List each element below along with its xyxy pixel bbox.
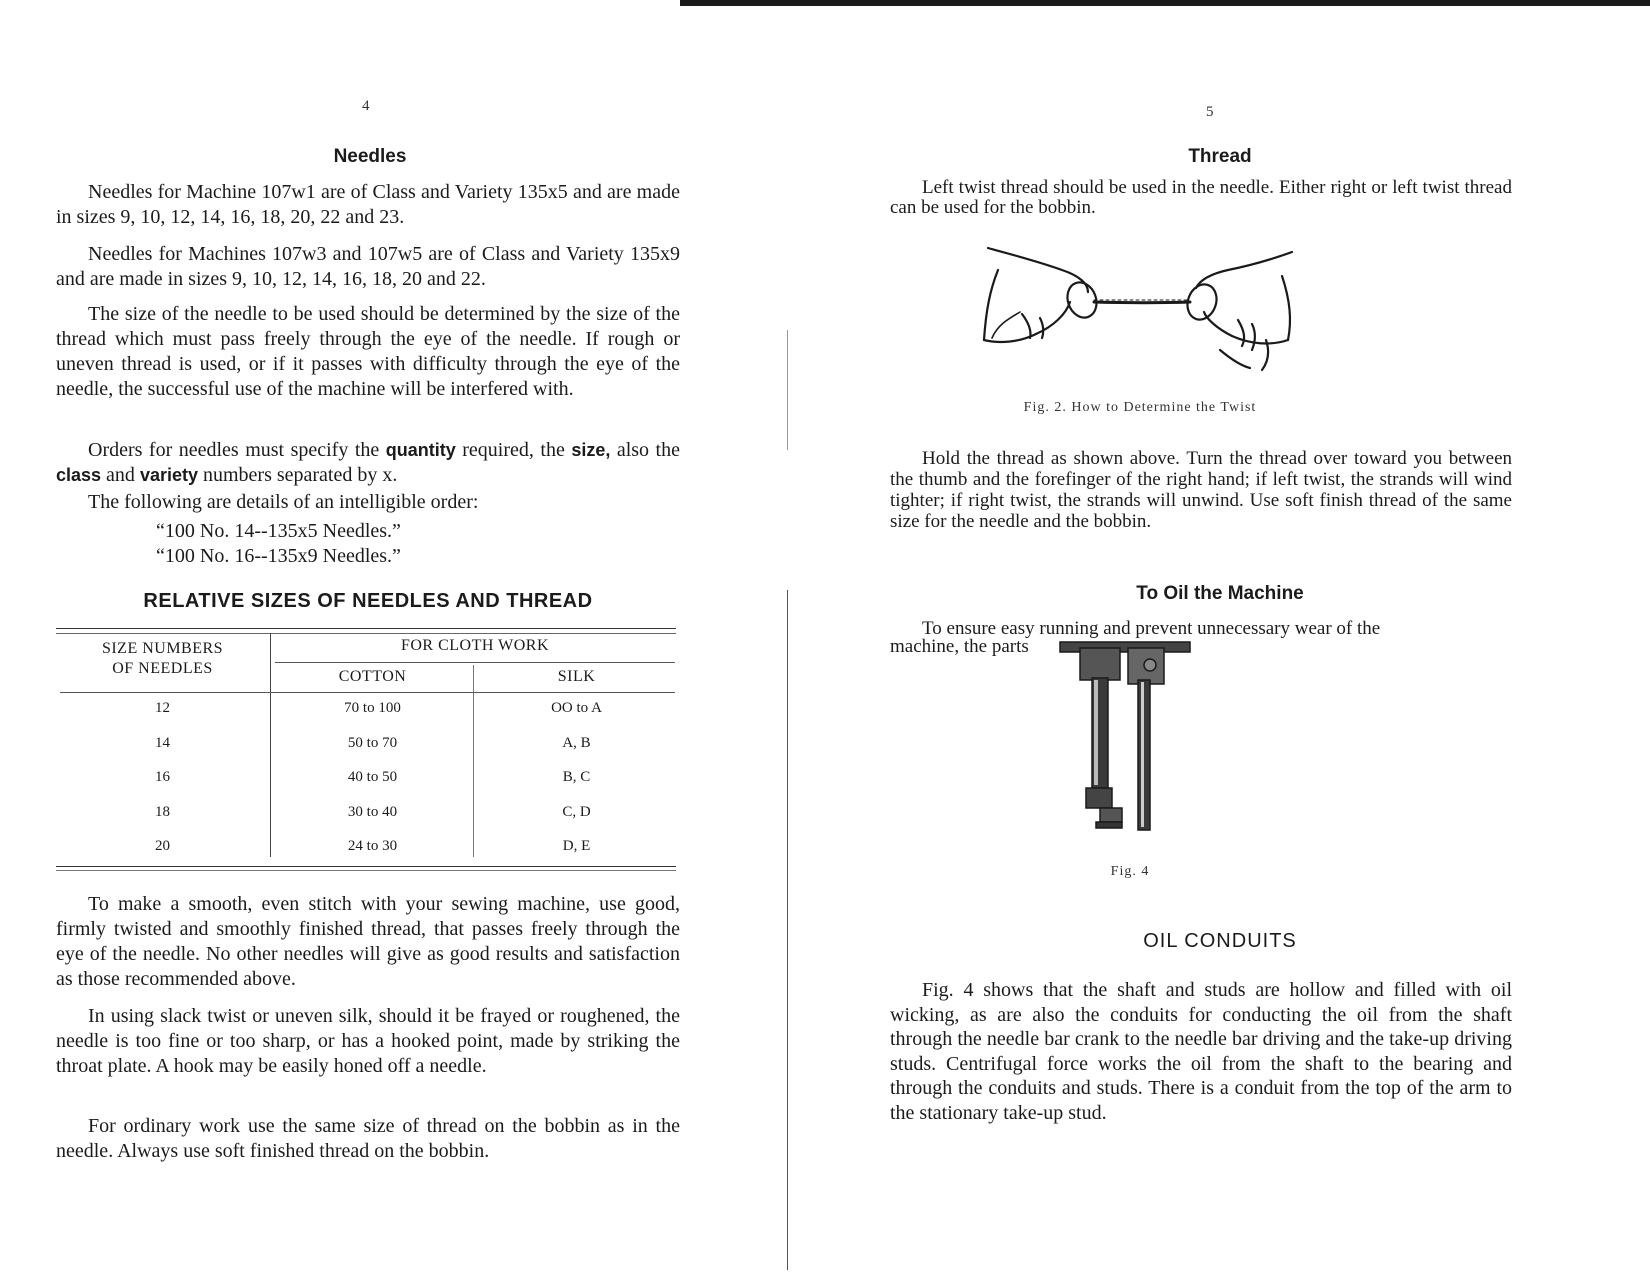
left-page	[0, 0, 790, 1275]
table-cell-size: 20	[155, 838, 170, 854]
table-rule	[275, 662, 675, 663]
paragraph: Hold the thread as shown above. Turn the thread over toward you between the thumb and the forefinger of the right hand; if left twist, the strands will wind tighter; if right twist, the strands will unwind. Use soft finish thread of the same size for the needle and the bobbin.	[890, 448, 1512, 532]
paragraph-line: machine, the parts	[890, 636, 1029, 657]
table-cell-size: 16	[155, 769, 170, 785]
table-cell-cotton: 40 to 50	[347, 769, 398, 785]
paragraph: Left twist thread should be used in the needle. Either right or left twist thread can be used for the bobbin.	[890, 177, 1512, 218]
table-cell-silk: A, B	[562, 734, 591, 751]
table-cell-size: 12	[155, 700, 170, 716]
order-example: “100 No. 16--135x9 Needles.”	[156, 545, 401, 567]
paragraph: Needles for Machine 107w1 are of Class and Variety 135x5 and are made in sizes 9, 10, 12, 14, 16, 18, 20, 22 and 23.	[56, 181, 680, 228]
order-example: “100 No. 14--135x5 Needles.”	[156, 520, 401, 542]
table-header-size: OF NEEDLES	[112, 660, 213, 677]
text-run: numbers separated by x.	[197, 464, 398, 486]
table-cell-cotton: 50 to 70	[347, 734, 398, 751]
table-cell-cotton: 24 to 30	[347, 838, 398, 854]
bold-term: quantity	[385, 440, 456, 460]
table-rule	[56, 633, 676, 634]
table-cell-size: 18	[155, 803, 170, 820]
table-cell-cotton: 70 to 100	[344, 700, 401, 716]
paragraph: In using slack twist or uneven silk, should it be frayed or roughened, the needle is too fine or too sharp, or has a hooked point, made by striking the throat plate. A hook may be easily honed off a needle.	[56, 1005, 680, 1077]
table-title: RELATIVE SIZES OF NEEDLES AND THREAD	[143, 590, 593, 612]
text-run: Orders for needles must specify the	[88, 439, 386, 461]
table-rule	[56, 866, 676, 867]
table-rule	[56, 628, 676, 629]
page-number: 4	[362, 98, 370, 114]
twist-hands-illustration	[970, 240, 1310, 390]
paragraph: The following are details of an intelligible order:	[88, 491, 479, 513]
paragraph: Needles for Machines 107w3 and 107w5 are of Class and Variety 135x9 and are made in sizes 9, 10, 12, 14, 16, 18, 20 and 22.	[56, 243, 680, 290]
figure-caption: Fig. 4	[1110, 864, 1150, 879]
page-number: 5	[1206, 104, 1214, 120]
needle-bar-mechanism-illustration	[1040, 640, 1220, 840]
paragraph: For ordinary work use the same size of thread on the bobbin as in the needle. Always use soft finished thread on the bobbin.	[56, 1115, 680, 1162]
table-column-divider	[473, 665, 474, 857]
table-cell-cotton: 30 to 40	[347, 803, 398, 820]
page-title: Thread	[1188, 146, 1252, 167]
paragraph: The size of the needle to be used should be determined by the size of the thread which must pass freely through the eye of the needle. If rough or uneven thread is used, or if it passes with difficulty through the eye of the needle, the successful use of the machine will be interfered with.	[56, 303, 680, 400]
section-title: To Oil the Machine	[1136, 583, 1304, 604]
paragraph: To make a smooth, even stitch with your sewing machine, use good, firmly twisted and smoothly finished thread, that passes freely through the eye of the needle. No other needles will give as good results and satisfaction as those recommended above.	[56, 893, 680, 990]
text-run: and	[101, 464, 140, 486]
paragraph-line: To ensure easy running and prevent unnecessary wear of the	[922, 618, 1381, 639]
paragraph	[56, 438, 680, 488]
table-header-cotton: COTTON	[338, 668, 407, 685]
bold-term: size,	[571, 440, 611, 460]
right-page	[790, 0, 1650, 1275]
table-cell-silk: D, E	[562, 838, 591, 854]
section-title: OIL CONDUITS	[1143, 930, 1297, 952]
paragraph: Fig. 4 shows that the shaft and studs are hollow and filled with oil wicking, as are also the conduits for conducting the oil from the shaft through the needle bar crank to the needle bar driving and the take-up driving studs. Centrifugal force works the oil from the shaft to the bearing and through the conduits and studs. There is a conduit from the top of the arm to the stationary take-up stud.	[890, 979, 1512, 1124]
bold-term: variety	[139, 465, 198, 485]
table-rule	[56, 870, 676, 871]
table-column-divider	[270, 633, 271, 857]
table-header-size: SIZE NUMBERS	[101, 640, 224, 657]
table-rule	[60, 692, 675, 693]
table-header-silk: SILK	[557, 668, 596, 685]
table-cell-silk: B, C	[562, 769, 591, 785]
text-run: also the	[610, 439, 680, 461]
text-run: required, the	[455, 439, 572, 461]
table-cell-size: 14	[155, 734, 170, 751]
bold-term: class	[56, 465, 102, 485]
table-header-group: FOR CLOTH WORK	[400, 637, 550, 654]
figure-caption: Fig. 2. How to Determine the Twist	[1023, 400, 1257, 415]
page-title: Needles	[333, 146, 407, 167]
table-cell-silk: OO to A	[551, 700, 602, 716]
table-cell-silk: C, D	[562, 803, 591, 820]
